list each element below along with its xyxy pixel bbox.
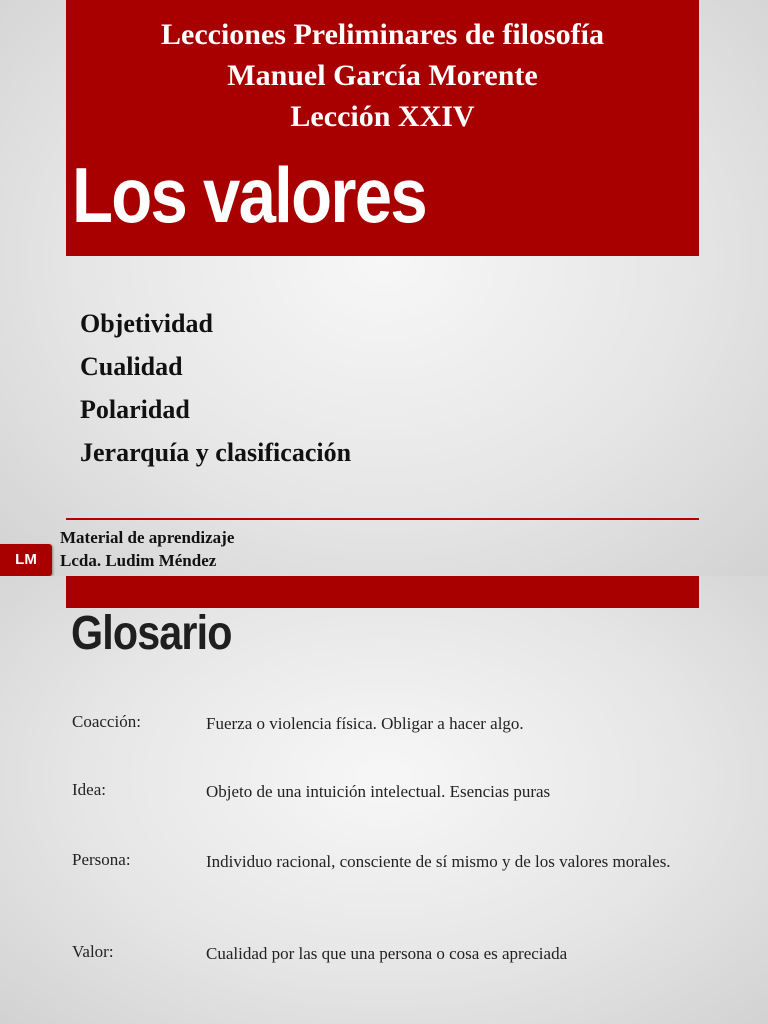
topic-list — [80, 302, 351, 474]
glossary-definition: Individuo racional, consciente de sí mismo y de los valores morales. — [206, 852, 671, 871]
course-title: Lecciones Preliminares de filosofía — [161, 18, 604, 51]
glossary-term: Valor: — [72, 942, 114, 961]
slide-title: Glosario — [71, 607, 232, 660]
lm-logo: LM — [0, 544, 52, 576]
slide-glosario — [0, 576, 768, 1024]
title-banner — [66, 576, 699, 608]
glossary-term: Idea: — [72, 780, 106, 799]
lesson-number: Lección XXIV — [290, 100, 475, 133]
footer-credits — [60, 526, 234, 572]
glossary-term: Coacción: — [72, 712, 141, 731]
glossary-definition: Cualidad por las que una persona o cosa es apreciada — [206, 944, 568, 963]
topic-item: Polaridad — [80, 395, 190, 424]
glossary-term: Persona: — [72, 850, 131, 869]
instructor-name: Lcda. Ludim Méndez — [60, 551, 217, 570]
slide-title: Los valores — [72, 151, 426, 239]
glossary-definition: Objeto de una intuición intelectual. Esencias puras — [206, 782, 551, 801]
glossary-definition: Fuerza o violencia física. Obligar a hacer algo. — [206, 714, 524, 733]
topic-item: Cualidad — [80, 352, 183, 381]
course-header — [66, 14, 699, 137]
author-name: Manuel García Morente — [227, 59, 538, 92]
topic-item: Objetividad — [80, 309, 213, 338]
topic-item: Jerarquía y clasificación — [80, 438, 352, 467]
footer-divider — [66, 518, 699, 520]
material-label: Material de aprendizaje — [60, 528, 235, 547]
